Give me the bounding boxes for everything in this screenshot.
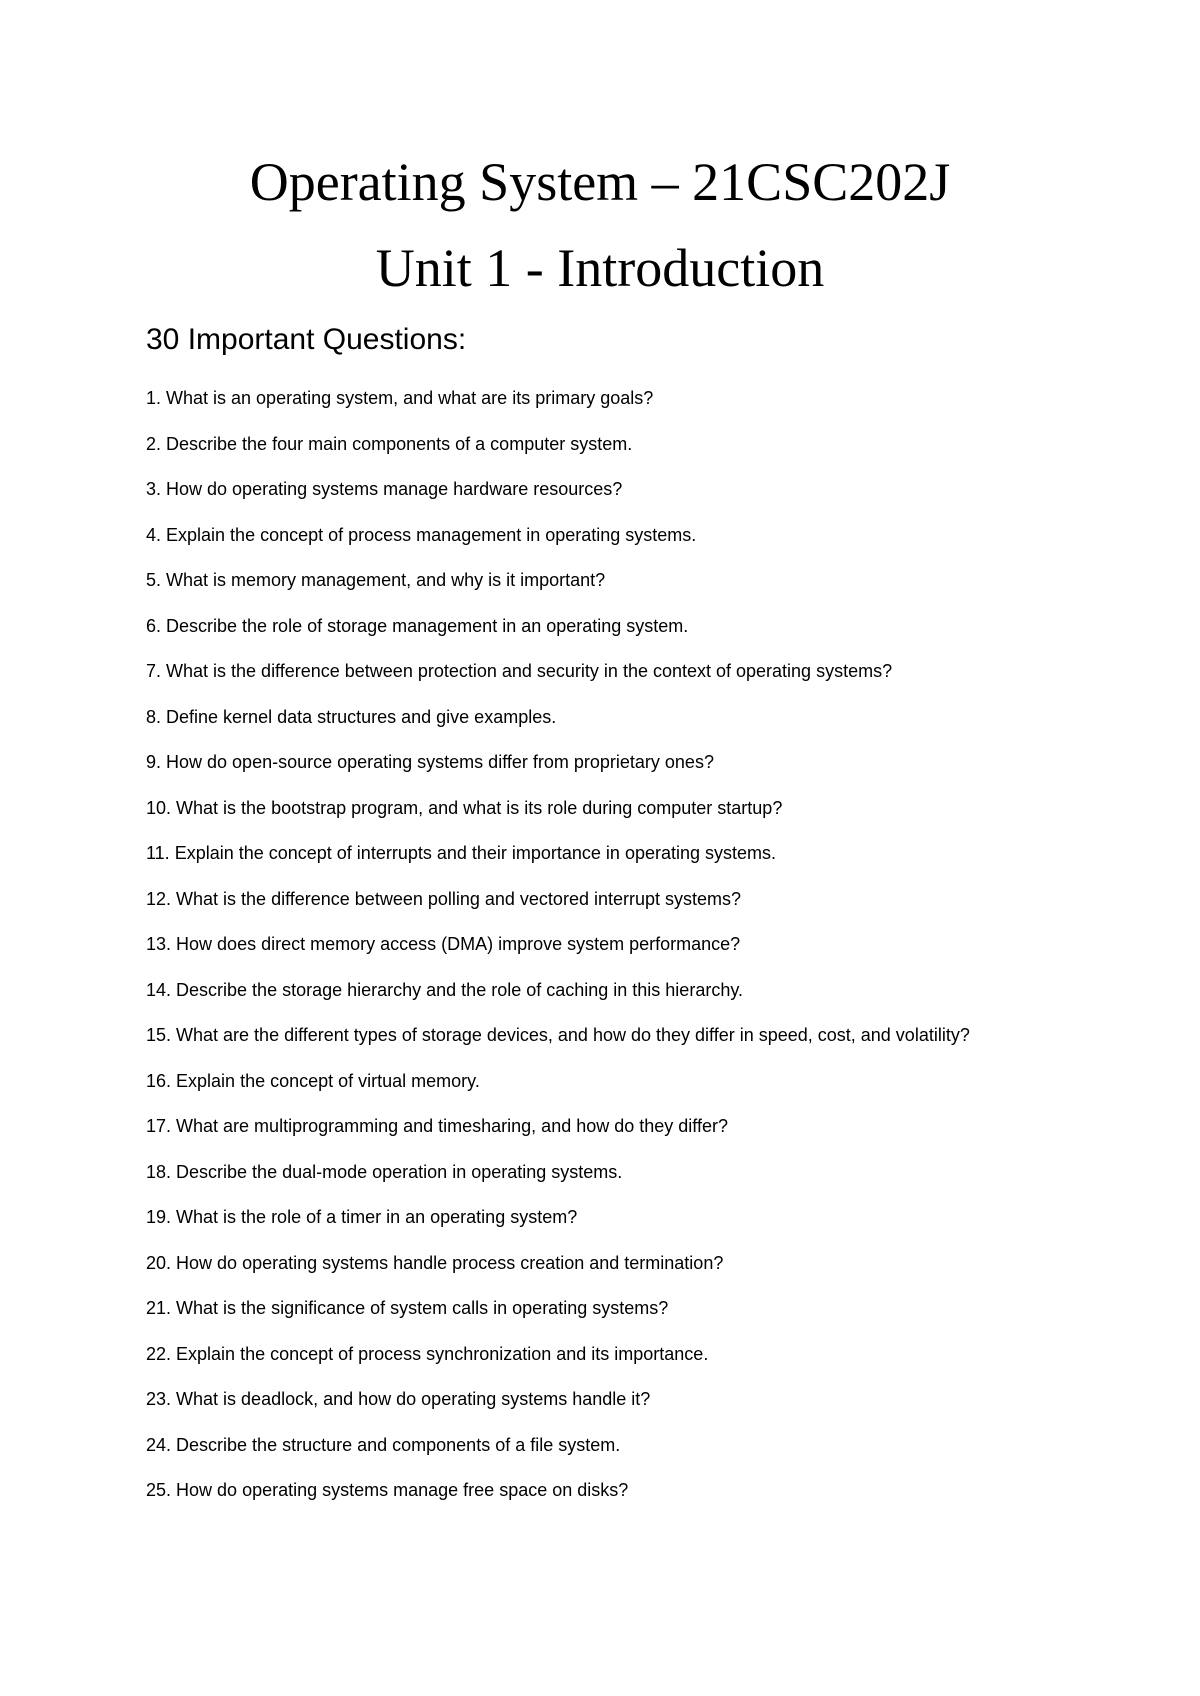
- question-text: What is the role of a timer in an operating system?: [176, 1207, 578, 1227]
- question-number: 14.: [146, 979, 172, 1000]
- question-item: [146, 885, 1046, 914]
- question-number: 21.: [146, 1298, 172, 1318]
- question-number: 9.: [146, 752, 162, 772]
- question-text: Define kernel data structures and give examples.: [166, 706, 557, 727]
- question-item: [146, 1112, 1046, 1141]
- question-text: Explain the concept of process management in operating systems.: [166, 524, 697, 545]
- question-item: [146, 612, 1046, 641]
- question-number: 16.: [146, 1070, 172, 1091]
- question-item: [146, 976, 1046, 1005]
- question-item: [146, 1158, 1046, 1187]
- question-number: 5.: [146, 570, 162, 590]
- question-item: [146, 521, 1046, 550]
- question-number: 8.: [146, 706, 162, 727]
- question-text: What is the difference between polling and vectored interrupt systems?: [176, 888, 742, 909]
- question-number: 17.: [146, 1116, 172, 1136]
- question-number: 23.: [146, 1389, 172, 1409]
- question-text: Describe the four main components of a computer system.: [166, 433, 633, 454]
- question-item: [146, 1021, 1046, 1050]
- question-item: [146, 1476, 1046, 1505]
- question-number: 11.: [146, 843, 170, 863]
- unit-title: Unit 1 - Introduction: [375, 238, 825, 298]
- question-item: [146, 703, 1046, 732]
- document-title: Operating System – 21CSC202J: [249, 152, 951, 212]
- question-number: 3.: [146, 479, 162, 499]
- question-item: [146, 430, 1046, 459]
- question-list: [146, 384, 1046, 1522]
- question-text: What is memory management, and why is it important?: [166, 570, 606, 590]
- question-number: 1.: [146, 388, 162, 408]
- question-text: How do operating systems manage hardware resources?: [166, 479, 623, 499]
- question-number: 2.: [146, 433, 162, 454]
- question-text: Explain the concept of interrupts and their importance in operating systems.: [174, 843, 777, 863]
- question-number: 6.: [146, 615, 162, 636]
- question-text: Explain the concept of virtual memory.: [176, 1070, 480, 1091]
- question-text: What is an operating system, and what are its primary goals?: [166, 388, 654, 408]
- question-item: [146, 475, 1046, 504]
- question-number: 18.: [146, 1161, 172, 1182]
- question-number: 15.: [146, 1025, 172, 1045]
- question-item: [146, 1294, 1046, 1323]
- question-text: What is deadlock, and how do operating systems handle it?: [176, 1389, 651, 1409]
- question-item: [146, 657, 1046, 686]
- question-item: [146, 566, 1046, 595]
- question-number: 10.: [146, 797, 172, 818]
- question-number: 12.: [146, 888, 172, 909]
- question-item: [146, 1431, 1046, 1460]
- question-text: How do open-source operating systems differ from proprietary ones?: [166, 752, 714, 772]
- question-item: [146, 839, 1046, 868]
- question-item: [146, 1385, 1046, 1414]
- question-item: [146, 1067, 1046, 1096]
- question-number: 22.: [146, 1343, 172, 1364]
- question-text: Describe the dual-mode operation in operating systems.: [176, 1161, 623, 1182]
- question-number: 24.: [146, 1434, 172, 1455]
- question-number: 25.: [146, 1480, 172, 1500]
- question-text: How do operating systems manage free space on disks?: [176, 1480, 629, 1500]
- question-text: What is the bootstrap program, and what is its role during computer startup?: [176, 797, 783, 818]
- question-number: 20.: [146, 1252, 172, 1273]
- question-item: [146, 1340, 1046, 1369]
- question-text: What are multiprogramming and timesharing, and how do they differ?: [176, 1116, 728, 1136]
- question-text: How do operating systems handle process creation and termination?: [176, 1252, 724, 1273]
- question-text: Describe the structure and components of a file system.: [176, 1434, 621, 1455]
- question-text: Describe the storage hierarchy and the role of caching in this hierarchy.: [176, 979, 743, 1000]
- question-number: 13.: [146, 934, 172, 954]
- question-text: How does direct memory access (DMA) improve system performance?: [176, 934, 741, 954]
- question-text: Describe the role of storage management in an operating system.: [166, 615, 689, 636]
- question-item: [146, 930, 1046, 959]
- question-item: [146, 384, 1046, 413]
- question-number: 19.: [146, 1207, 172, 1227]
- question-text: What are the different types of storage devices, and how do they differ in speed, cost, and volatility?: [176, 1025, 970, 1045]
- question-item: [146, 1203, 1046, 1232]
- question-number: 4.: [146, 524, 162, 545]
- questions-heading: 30 Important Questions:: [146, 323, 467, 356]
- question-item: [146, 1249, 1046, 1278]
- question-text: Explain the concept of process synchronization and its importance.: [176, 1343, 709, 1364]
- question-item: [146, 794, 1046, 823]
- question-text: What is the difference between protection and security in the context of operating systems?: [166, 661, 893, 681]
- question-item: [146, 748, 1046, 777]
- question-number: 7.: [146, 661, 162, 681]
- question-text: What is the significance of system calls in operating systems?: [176, 1298, 669, 1318]
